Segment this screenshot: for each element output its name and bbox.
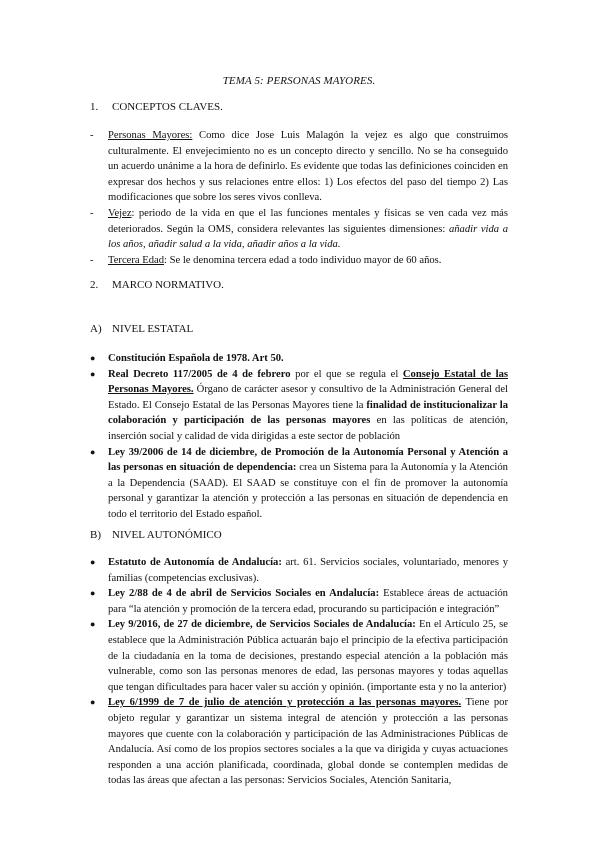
dash-marker: - <box>90 207 94 219</box>
list-item <box>90 253 508 269</box>
law-title: Ley 2/88 de 4 de abril de Servicios Sociales en Andalucía: <box>108 588 380 600</box>
law-emphasis: finalidad de institucionalizar la colaboración y participación de las personas mayores <box>108 399 508 427</box>
law-text: crea un Sistema para la Autonomía y la Atención a la Dependencia (SAAD). El SAAD se constituye con el fin de promover la autonomía personal y garantizar la atención y protección a las personas en situación de dependencia en todo el territorio del Estado español. <box>108 462 508 520</box>
law-underline: Consejo Estatal de las Personas Mayores. <box>108 368 509 396</box>
bullet-marker: ● <box>90 619 96 630</box>
definition: : periodo de la vida en que el las funciones mentales y físicas se ven cada vez más deteriorados. Según la OMS, considera relevantes las siguientes dimensiones: <box>108 207 508 235</box>
section-title: MARCO NORMATIVO. <box>112 279 224 291</box>
section-title: CONCEPTOS CLAVES. <box>112 101 223 113</box>
subsection-label: B) <box>90 529 101 541</box>
law-title: Ley 6/1999 de 7 de julio de atención y protección a las personas mayores. <box>108 697 462 709</box>
law-title: Ley 9/2016, de 27 de diciembre, de Servicios Sociales de Andalucía: <box>108 619 416 631</box>
subsection-title: NIVEL ESTATAL <box>112 323 194 335</box>
definition: Como dice Jose Luis Malagón la vejez es algo que construimos culturalmente. El envejecimiento no es un concepto directo y sencillo. No se ha conseguido un acuerdo unánime a la hora de definirlo. Es evidente que todas las definiciones coinciden en expresar dos hechos y sus relaciones entre ellos: 1) Los efectos del paso del tiempo 2) Las modificaciones que sobre los seres vivos conlleva. <box>108 130 508 204</box>
law-text: En el Artículo 25, se establece que la Administración Pública actuarán bajo el principio de la efectiva participación de la ciudadanía en la toma de decisiones, prestando especial atención a la población más vulnerable, como son las personas menores de edad, las personas mayores y todas aquellas que tengan dificultades para hacer valer su acción y opinión. (importante esta y no la anterior) <box>108 619 508 693</box>
law-text: por el que se regula el <box>290 368 403 380</box>
subsection-heading-autonomico <box>90 528 222 544</box>
list-item <box>90 128 508 206</box>
page-title: TEMA 5: PERSONAS MAYORES. <box>222 75 376 87</box>
law-title: Constitución Española de 1978. Art 50. <box>108 353 284 364</box>
list-item <box>90 695 508 789</box>
dash-marker: - <box>90 130 94 141</box>
law-text: Establece áreas de actuación para “la atención y promoción de la tercera edad, procurando su participación e integración” <box>108 588 508 615</box>
term: Personas Mayores: <box>108 130 193 141</box>
law-title: Estatuto de Autonomía de Andalucía: <box>108 557 282 568</box>
concepts-list <box>90 128 508 268</box>
subsection-title: NIVEL AUTONÓMICO <box>112 529 222 541</box>
list-item <box>90 617 508 695</box>
law-title: Real Decreto 117/2005 de 4 de febrero <box>108 368 291 380</box>
list-item <box>90 367 508 445</box>
dash-marker: - <box>90 254 94 266</box>
bullet-marker: ● <box>90 557 96 567</box>
autonomico-list <box>90 555 508 789</box>
law-text: Órgano de carácter asesor y consultivo de la Administración General del Estado. El Consejo Estatal de las Personas Mayores tiene la <box>108 384 508 411</box>
subsection-label: A) <box>90 323 102 335</box>
section-number: 2. <box>90 279 99 291</box>
section-heading-marco <box>90 278 224 294</box>
list-item <box>90 206 508 253</box>
law-text: Tiene por objeto regular y garantizar un sistema integral de atención y protección a las personas mayores que cuente con la colaboración y participación de las Administraciones Públicas de Andalucía. Así como de los propios sectores sociales a la que va dirigida y cuyas actuaciones responden a una acción planificada, coordinada, global donde se contemplen medidas de todas las áreas que afectan a las personas: Servicios Sociales, Atención Sanitaria, <box>108 697 508 787</box>
list-item <box>90 555 508 586</box>
bullet-marker: ● <box>90 697 96 708</box>
bullet-marker: ● <box>90 368 96 379</box>
subsection-heading-estatal <box>90 322 193 338</box>
list-item <box>90 351 508 367</box>
list-item <box>90 586 508 617</box>
term: Vejez <box>108 207 132 219</box>
definition-italic: añadir vida a los años, añadir salud a la vida, añadir años a la vida. <box>108 223 508 251</box>
bullet-marker: ● <box>90 446 96 457</box>
section-heading-concepts <box>90 100 223 116</box>
bullet-marker: ● <box>90 588 96 599</box>
list-item <box>90 445 508 523</box>
bullet-marker: ● <box>90 353 96 363</box>
section-number: 1. <box>90 101 99 113</box>
law-text: art. 61. Servicios sociales, voluntariado, menores y familias (competencias exclusivas). <box>108 557 508 584</box>
definition: : Se le denomina tercera edad a todo individuo mayor de 60 años. <box>164 254 442 266</box>
law-text: en las políticas de atención, inserción social y calidad de vida dirigidas a este sector de población <box>108 415 508 442</box>
estatal-list <box>90 351 508 523</box>
law-title: Ley 39/2006 de 14 de diciembre, de Promoción de la Autonomía Personal y Atención a las personas en situación de dependencia: <box>108 446 508 474</box>
term: Tercera Edad <box>108 254 165 266</box>
